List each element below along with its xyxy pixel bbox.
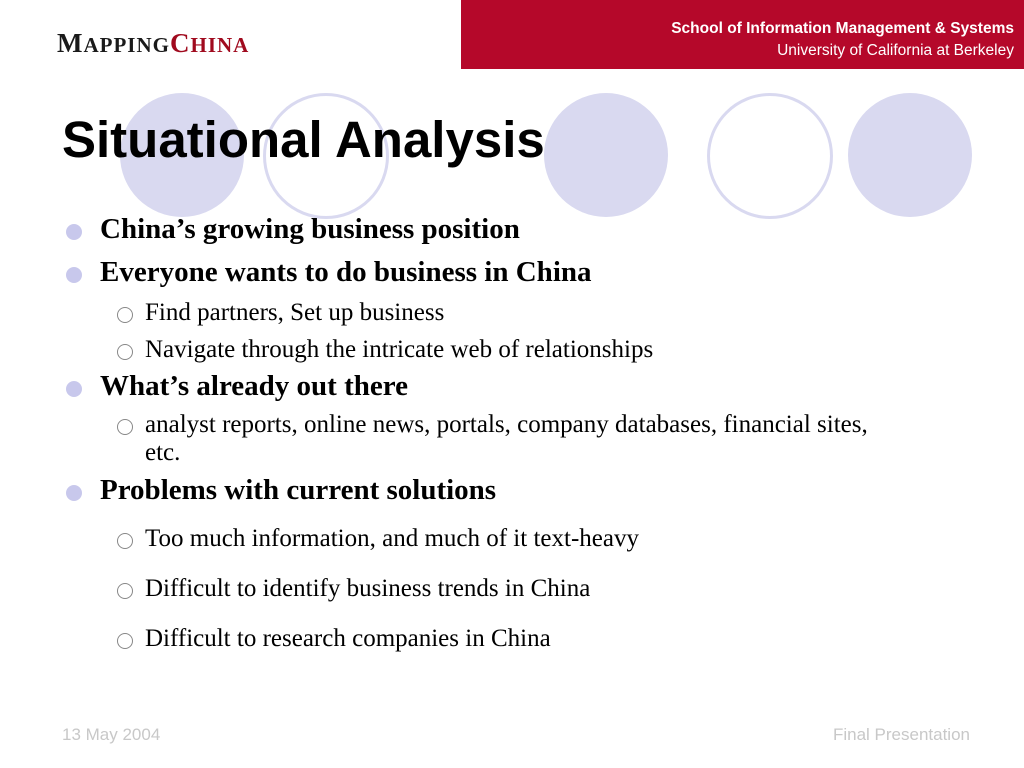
sub-bullet-find-partners: Find partners, Set up business bbox=[117, 299, 837, 327]
header-band bbox=[461, 0, 1024, 69]
bullet-dot-icon bbox=[66, 224, 82, 240]
sub-bullet-ring-icon bbox=[117, 583, 133, 599]
bullet-dot-icon bbox=[66, 381, 82, 397]
bullet-growing-position: China’s growing business position bbox=[66, 214, 520, 246]
sub-bullet-ring-icon bbox=[117, 419, 133, 435]
sub-bullet-ring-icon bbox=[117, 307, 133, 323]
sub-bullet-navigate: Navigate through the intricate web of relationships bbox=[117, 336, 877, 364]
university-name: University of California at Berkeley bbox=[777, 42, 1014, 59]
sub-bullet-identify-trends: Difficult to identify business trends in China bbox=[117, 575, 877, 603]
footer-date: 13 May 2004 bbox=[62, 725, 161, 744]
footer-label: Final Presentation bbox=[832, 725, 970, 744]
school-name: School of Information Management & Systems bbox=[671, 20, 1014, 37]
decor-circle-4 bbox=[707, 93, 833, 219]
slide-title: Situational Analysis bbox=[62, 111, 545, 168]
sub-bullet-research-companies: Difficult to research companies in China bbox=[117, 625, 877, 653]
bullet-dot-icon bbox=[66, 267, 82, 283]
decor-circle-5 bbox=[848, 93, 972, 217]
sub-bullet-ring-icon bbox=[117, 533, 133, 549]
decor-circle-3 bbox=[544, 93, 668, 217]
sub-bullet-ring-icon bbox=[117, 344, 133, 360]
sub-bullet-too-much-info: Too much information, and much of it text-heavy bbox=[117, 525, 877, 553]
bullet-everyone-wants: Everyone wants to do business in China bbox=[66, 257, 592, 289]
sub-bullet-ring-icon bbox=[117, 633, 133, 649]
bullet-problems: Problems with current solutions bbox=[66, 475, 496, 507]
bullet-dot-icon bbox=[66, 485, 82, 501]
mappingchina-logo: MAPPINGCHINA bbox=[57, 28, 250, 58]
bullet-already-out-there: What’s already out there bbox=[66, 371, 408, 403]
sub-bullet-analyst-reports: analyst reports, online news, portals, company databases, financial sites, etc. bbox=[117, 411, 887, 466]
